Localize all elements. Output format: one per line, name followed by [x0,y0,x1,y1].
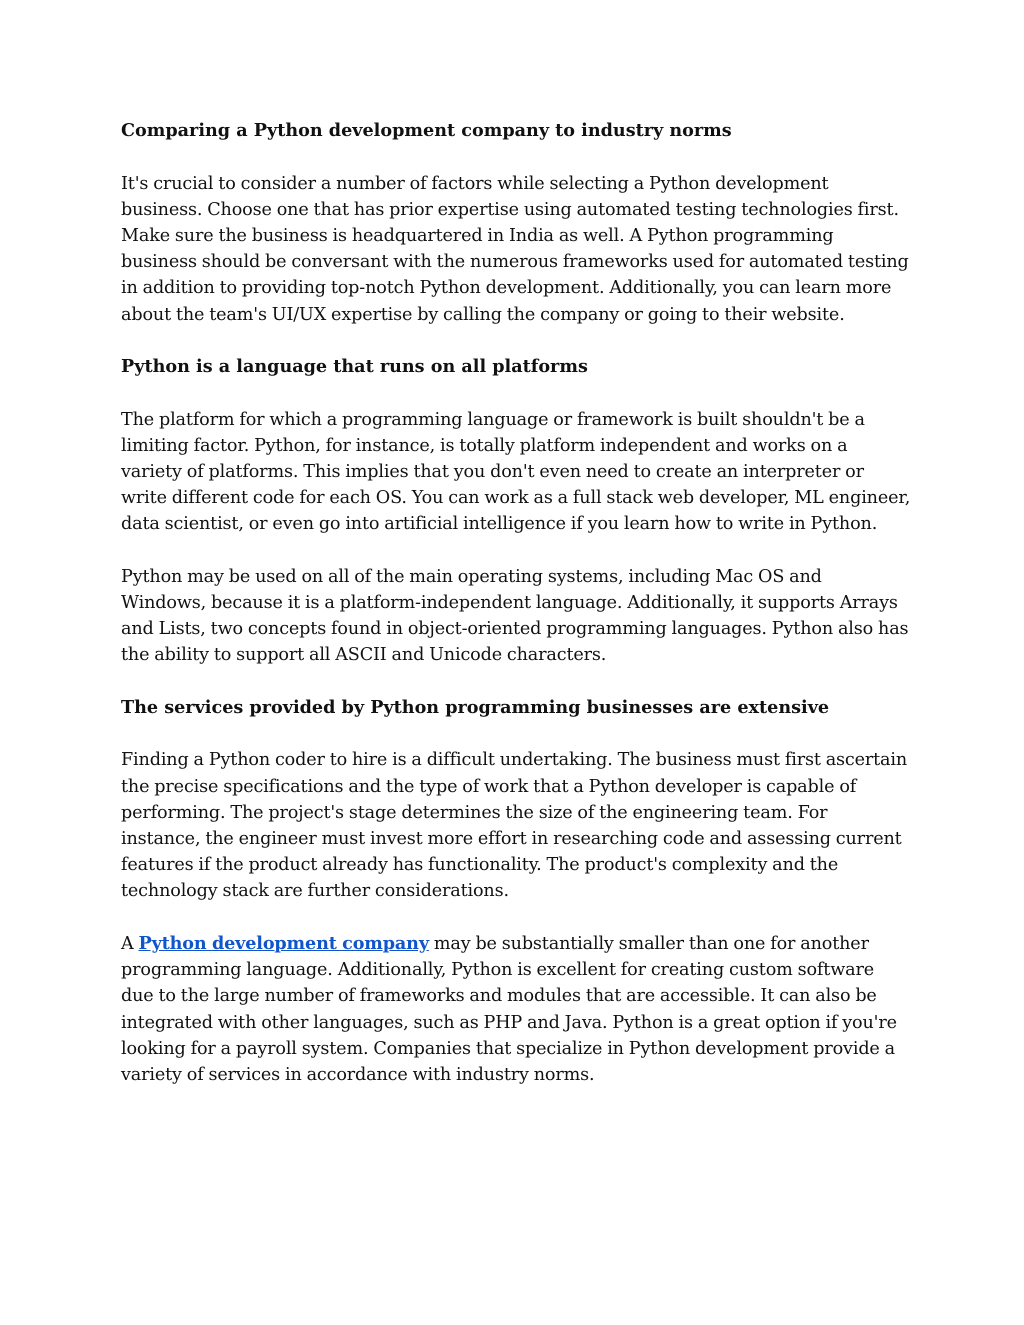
section-paragraph: It's crucial to consider a number of factors while selecting a Python development business. Choose one that has prior expertise using automated testing technologies first. Make sure the business is headquartered in India as well. A Python programming business should be conversant with the numerous frameworks used for automated testing in addition to providing top-notch Python development. Additionally, you can learn more about the team's UI/UX expertise by calling the company or going to their website. [121,173,909,325]
link-paragraph-suffix: may be substantially smaller than one for another programming language. Additionally, Python is excellent for creating custom software due to the large number of frameworks and modules that are accessible. It can also be integrated with other languages, such as PHP and Java. Python is a great option if you're looking for a payroll system. Companies that specialize in Python development provide a variety of services in accordance with industry norms. [121,933,897,1085]
section-paragraph: The platform for which a programming language or framework is built shouldn't be a limiting factor. Python, for instance, is totally platform independent and works on a variety of platforms. This implies that you don't even need to create an interpreter or write different code for each OS. You can work as a full stack web developer, ML engineer, data scientist, or even go into artificial intelligence if you learn how to write in Python. [121,409,911,535]
document-page [121,118,911,1114]
section-paragraph: Finding a Python coder to hire is a difficult undertaking. The business must first ascertain the precise specifications and the type of work that a Python developer is capable of performing. The project's stage determines the size of the engineering team. For instance, the engineer must invest more effort in researching code and assessing current features if the product already has functionality. The product's complexity and the technology stack are further considerations. [121,750,908,902]
link-paragraph-prefix: A [121,933,139,954]
section-paragraph: Python may be used on all of the main operating systems, including Mac OS and Windows, because it is a platform-independent language. Additionally, it supports Arrays and Lists, two concepts found in object-oriented programming languages. Python also has the ability to support all ASCII and Unicode characters. [121,566,909,666]
python-development-company-link[interactable]: Python development company [138,932,429,954]
section-heading: The services provided by Python programming businesses are extensive [121,696,830,718]
section-heading: Python is a language that runs on all platforms [121,356,588,378]
section-heading: Comparing a Python development company to industry norms [121,120,732,141]
link-paragraph [121,931,911,1088]
